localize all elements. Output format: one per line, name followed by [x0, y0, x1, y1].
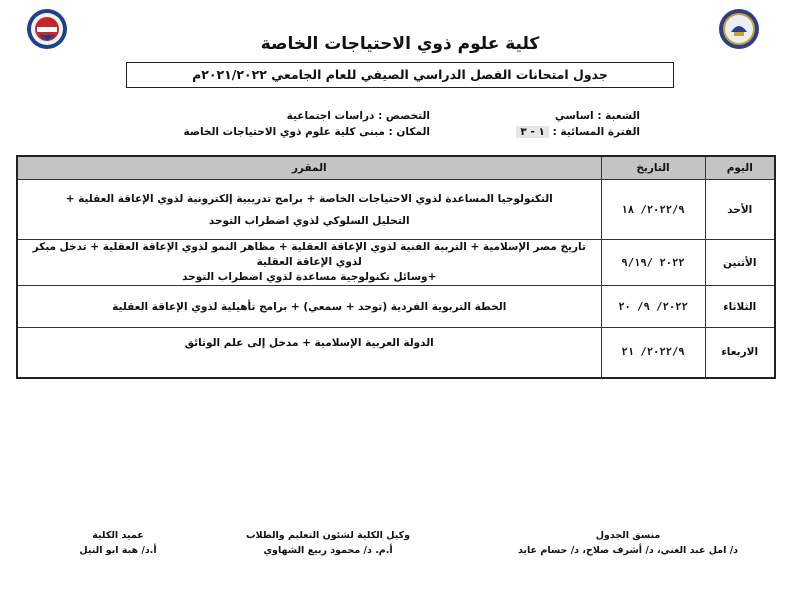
- coordinator-signature: [508, 528, 748, 558]
- period-value: ١ - ٣: [516, 126, 549, 138]
- branch-info: [555, 110, 640, 122]
- specialization-info: [287, 110, 430, 122]
- branch-label: الشعبة :: [597, 110, 640, 122]
- row-date: ٢٠٢٢ /٩/١٩: [601, 240, 705, 286]
- vice-dean-name: أ.م. د/ محمود ربيع الشهاوي: [263, 545, 393, 556]
- place-info: [183, 126, 430, 138]
- row-courses: [17, 328, 601, 378]
- row-date: ٢٠٢٢/٩/ ٢١: [601, 328, 705, 378]
- course-line: الخطة التربوية الفردية (توحد + سمعي) + برامج تأهيلية لذوي الإعاقة العقلية: [112, 300, 507, 313]
- specialization-value: دراسات اجتماعية: [286, 110, 375, 122]
- period-info: [516, 126, 640, 138]
- table-header-row: [17, 156, 775, 180]
- course-line: تاريخ مصر الإسلامية + التربية الفنية لذوي الإعاقة العقلية + مظاهر النمو لذوي الإعاقة العقلية + تدخل مبكر لذوي الإعاقة العقلية: [32, 241, 586, 268]
- course-line: الدولة العربية الإسلامية + مدخل إلى علم الوثائق: [184, 337, 434, 349]
- table-row: [17, 286, 775, 328]
- schedule-title: جدول امتحانات الفصل الدراسي الصيفي للعام الجامعي ٢٠٢١/٢٠٢٢م: [126, 62, 674, 88]
- exam-schedule-table: [16, 155, 776, 379]
- row-courses: [17, 286, 601, 328]
- coordinator-title: منسق الجدول: [595, 530, 661, 541]
- dean-title: عميد الكلية: [92, 530, 144, 541]
- row-courses: [17, 180, 601, 240]
- coordinator-names: د/ امل عبد الغني، د/ أشرف صلاح، د/ حسام عايد: [517, 545, 739, 556]
- course-line: +وسائل تكنولوجية مساعدة لذوي اضطراب التوحد: [182, 271, 437, 283]
- row-day: الأحد: [705, 180, 775, 240]
- specialization-label: التخصص :: [378, 110, 430, 122]
- dean-name: أ.د/ هبة ابو النيل: [79, 545, 157, 556]
- course-line: التكنولوجيا المساعدة لذوي الاحتياجات الخاصة + برامج تدريبية إلكترونية لذوي الإعاقة العقلية +: [65, 192, 553, 205]
- row-day: الأثنين: [705, 240, 775, 286]
- row-day: الاربعاء: [705, 328, 775, 378]
- period-label: الفترة المسائية :: [552, 126, 640, 138]
- table-row: [17, 328, 775, 378]
- row-date: ٢٠٢٢/٩/ ١٨: [601, 180, 705, 240]
- place-label: المكان :: [388, 126, 430, 138]
- row-day: الثلاثاء: [705, 286, 775, 328]
- faculty-title: كلية علوم ذوي الاحتياجات الخاصة: [260, 34, 540, 54]
- dean-signature: [58, 528, 178, 558]
- table-row: [17, 240, 775, 286]
- vice-dean-signature: [228, 528, 428, 558]
- course-line: التحليل السلوكي لذوي اضطراب التوحد: [208, 214, 410, 227]
- branch-value: اساسي: [554, 110, 594, 122]
- table-row: [17, 180, 775, 240]
- place-value: مبنى كلية علوم ذوي الاحتياجات الخاصة: [183, 126, 385, 138]
- vice-dean-title: وكيل الكلية لشئون التعليم والطلاب: [245, 530, 411, 541]
- row-courses: [17, 240, 601, 286]
- header-day: اليوم: [705, 156, 775, 180]
- row-date: ٢٠٢٢/ ٩/ ٢٠: [601, 286, 705, 328]
- header-course: المقرر: [17, 156, 601, 180]
- header-date: التاريخ: [601, 156, 705, 180]
